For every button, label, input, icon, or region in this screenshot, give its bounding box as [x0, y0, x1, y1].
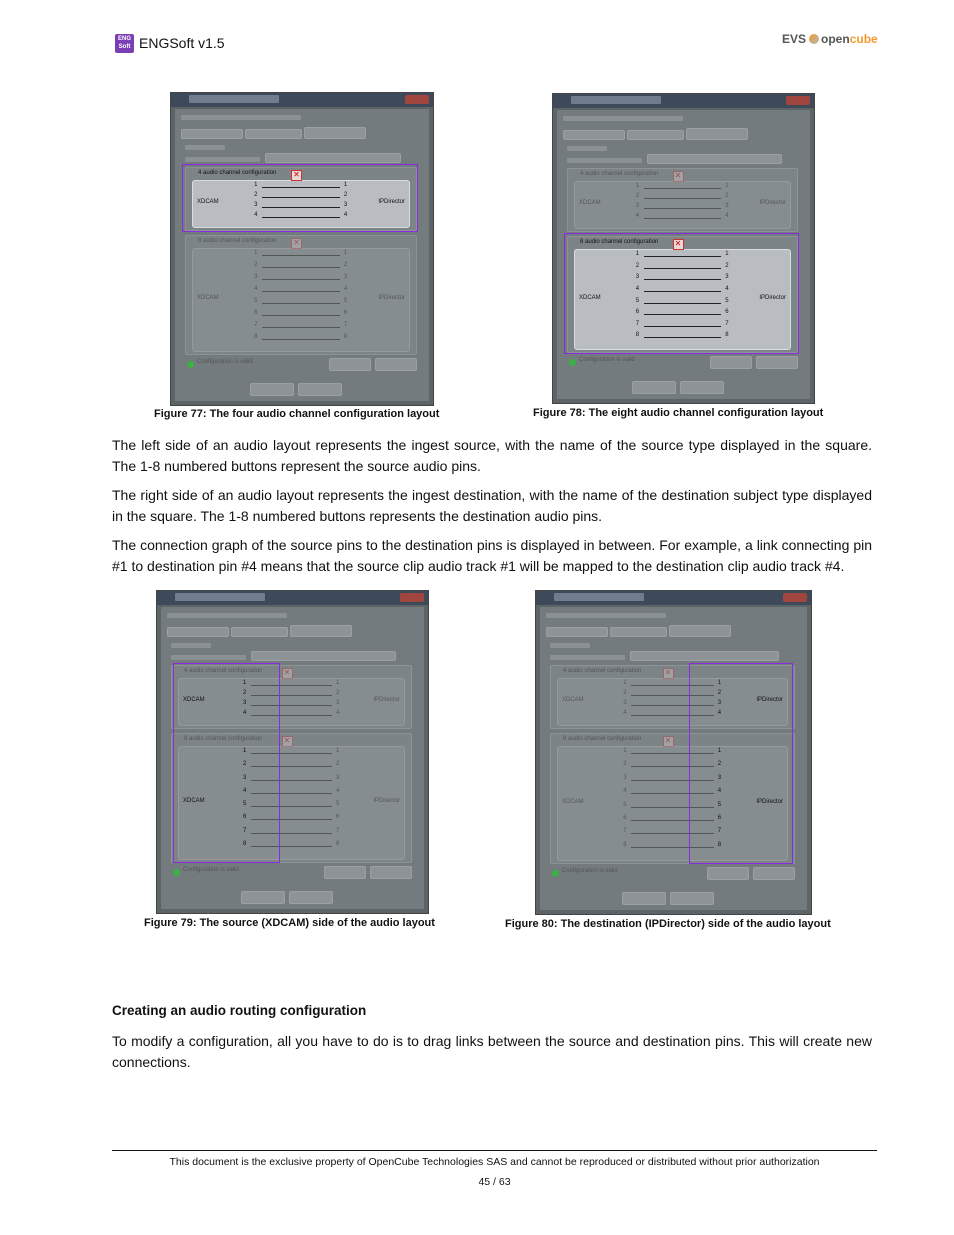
info-text — [546, 613, 666, 618]
delete-configuration-icon[interactable]: ✕ — [663, 668, 674, 679]
dialog-title — [175, 593, 265, 601]
destination-pin[interactable]: 7 — [336, 827, 340, 834]
source-pin[interactable]: 7 — [243, 827, 247, 834]
close-icon[interactable] — [400, 593, 424, 602]
source-label: XDCAM — [183, 697, 205, 703]
config-4ch-graph — [574, 181, 791, 229]
section-label — [550, 643, 590, 648]
cancel-button[interactable] — [680, 381, 724, 394]
section-heading: Creating an audio routing configuration — [112, 1003, 367, 1018]
source-pin[interactable]: 6 — [635, 309, 640, 316]
destination-pin[interactable]: 6 — [343, 310, 348, 316]
config-4ch-label: 4 audio channel configuration — [563, 668, 642, 674]
source-pin[interactable]: 4 — [623, 710, 627, 716]
destination-pin[interactable]: 1 — [717, 748, 722, 754]
close-icon[interactable] — [786, 96, 810, 105]
destination-pin[interactable]: 4 — [336, 710, 340, 716]
source-pin[interactable]: 6 — [254, 310, 258, 316]
destination-label: IPDirector — [373, 798, 400, 804]
figure-79-caption: Figure 79: The source (XDCAM) side of the audio layout — [144, 917, 435, 929]
save-as-button[interactable] — [370, 866, 412, 879]
section-label — [185, 145, 225, 150]
source-pin[interactable]: 6 — [623, 814, 627, 821]
dialog-body — [557, 110, 810, 399]
ok-button[interactable] — [632, 381, 676, 394]
config-4ch-label: 4 audio channel configuration — [198, 170, 277, 176]
destination-label: IPDirector — [756, 697, 783, 703]
dialog-body — [175, 109, 429, 401]
source-pin[interactable]: 8 — [623, 841, 627, 848]
destination-pin[interactable]: 2 — [717, 690, 722, 696]
connection-link[interactable] — [262, 327, 340, 328]
delete-configuration-icon[interactable]: ✕ — [673, 239, 684, 250]
routing-label — [171, 655, 246, 660]
routing-select[interactable] — [265, 153, 401, 163]
dialog-titlebar — [536, 591, 811, 605]
destination-label: IPDirector — [756, 798, 783, 805]
valid-icon — [552, 870, 559, 877]
dialog-titlebar — [171, 93, 433, 107]
destination-pin[interactable]: 4 — [725, 285, 729, 292]
footer-notice: This document is the exclusive property of OpenCube Technologies SAS and cannot be reproduced or distributed without prior authorization — [169, 1156, 820, 1168]
source-pin[interactable]: 6 — [243, 814, 247, 821]
config-4ch-label: 4 audio channel configuration — [184, 668, 263, 674]
connection-link[interactable] — [262, 291, 340, 292]
config-4ch-label: 4 audio channel configuration — [580, 171, 659, 177]
destination-pin[interactable]: 1 — [336, 680, 340, 686]
destination-pin[interactable]: 7 — [717, 828, 722, 835]
destination-pin[interactable]: 4 — [725, 213, 729, 219]
destination-pin[interactable]: 7 — [343, 322, 348, 328]
ok-button[interactable] — [241, 891, 285, 904]
source-pin[interactable]: 7 — [254, 322, 258, 328]
tab-audio-configuration[interactable] — [304, 127, 366, 139]
cancel-button[interactable] — [670, 892, 714, 905]
destination-pin[interactable]: 3 — [725, 203, 729, 209]
source-pin[interactable]: 3 — [243, 700, 247, 706]
dialog-body — [161, 607, 424, 909]
source-pin[interactable]: 1 — [254, 182, 258, 188]
destination-pin[interactable]: 6 — [725, 309, 729, 316]
source-pin[interactable]: 8 — [635, 332, 640, 339]
load-button[interactable] — [324, 866, 366, 879]
load-button[interactable] — [707, 867, 749, 880]
destination-pin[interactable]: 3 — [343, 202, 348, 208]
paragraph-source-side: The left side of an audio layout represents the ingest source, with the name of the source type displayed in the square. The 1-8 numbered buttons represent the source audio pins. — [112, 437, 872, 474]
tab-audio-configuration[interactable] — [669, 625, 731, 637]
destination-pin[interactable]: 1 — [336, 748, 340, 754]
destination-pin[interactable]: 2 — [725, 262, 729, 269]
delete-configuration-icon[interactable]: ✕ — [673, 171, 684, 182]
tab-destination-options[interactable] — [167, 627, 229, 637]
connection-link[interactable] — [644, 198, 721, 199]
evs-opencube-logo: EVS opencube — [782, 32, 878, 46]
source-pin[interactable]: 5 — [623, 801, 627, 808]
routing-label — [567, 158, 642, 163]
connection-link[interactable] — [262, 279, 340, 280]
source-pin[interactable]: 5 — [243, 801, 247, 807]
valid-status: Configuration is valid — [579, 357, 635, 363]
source-label: XDCAM — [579, 200, 601, 206]
tab-metadata-options[interactable] — [627, 130, 684, 140]
source-pin[interactable]: 2 — [243, 690, 247, 696]
config-8ch-panel — [185, 235, 417, 355]
destination-pin[interactable]: 5 — [725, 297, 729, 304]
figure-78-caption: Figure 78: The eight audio channel configuration layout — [533, 407, 824, 419]
source-pin[interactable]: 1 — [635, 183, 640, 189]
source-pin[interactable]: 2 — [623, 761, 627, 768]
valid-status: Configuration is valid — [183, 867, 239, 873]
destination-pin[interactable]: 3 — [717, 774, 722, 781]
source-pin[interactable]: 5 — [635, 297, 640, 304]
connection-link[interactable] — [262, 339, 340, 340]
source-pin[interactable]: 2 — [623, 690, 627, 696]
config-8ch-graph — [192, 248, 410, 352]
destination-pin[interactable]: 8 — [725, 332, 729, 339]
destination-pin[interactable]: 4 — [343, 212, 348, 218]
source-pin[interactable]: 1 — [623, 680, 627, 686]
source-label: XDCAM — [562, 798, 584, 805]
paragraph-destination-side: The right side of an audio layout represents the ingest destination, with the name of the destination subject type displayed in the square. The 1-8 numbered buttons represents the destination audio pins. — [112, 487, 872, 524]
save-as-button[interactable] — [753, 867, 795, 880]
source-pin[interactable]: 4 — [243, 710, 247, 716]
destination-pin[interactable]: 2 — [343, 192, 348, 198]
connection-link[interactable] — [644, 218, 721, 219]
connection-link[interactable] — [262, 255, 340, 256]
connection-link[interactable] — [644, 188, 721, 189]
ok-button[interactable] — [622, 892, 666, 905]
destination-pin[interactable]: 6 — [717, 814, 722, 821]
figure-78-screenshot — [552, 93, 815, 404]
source-label: XDCAM — [197, 199, 219, 205]
opencube-icon — [809, 34, 819, 44]
section-label — [171, 643, 211, 648]
destination-pin[interactable]: 8 — [717, 841, 722, 848]
config-8ch-label: 8 audio channel configuration — [580, 239, 659, 245]
valid-status: Configuration is valid — [197, 359, 253, 365]
highlight-box — [564, 233, 799, 354]
dialog-title — [571, 96, 661, 104]
valid-status: Configuration is valid — [562, 868, 618, 874]
figure-80-screenshot — [535, 590, 812, 915]
tab-metadata-options[interactable] — [610, 627, 667, 637]
destination-pin[interactable]: 1 — [725, 183, 729, 189]
dialog-titlebar — [157, 591, 428, 605]
source-pin[interactable]: 3 — [635, 274, 640, 281]
source-pin[interactable]: 5 — [254, 298, 258, 304]
destination-pin[interactable]: 1 — [343, 250, 348, 256]
source-pin[interactable]: 2 — [254, 192, 258, 198]
source-pin[interactable]: 7 — [635, 320, 640, 327]
destination-pin[interactable]: 8 — [336, 840, 340, 847]
source-pin[interactable]: 4 — [254, 286, 258, 292]
destination-pin[interactable]: 2 — [725, 193, 729, 199]
destination-pin[interactable]: 2 — [336, 761, 340, 768]
figure-79-screenshot — [156, 590, 429, 914]
destination-pin[interactable]: 3 — [336, 774, 340, 781]
destination-pin[interactable]: 3 — [343, 274, 348, 280]
destination-pin[interactable]: 2 — [343, 262, 348, 268]
source-pin[interactable]: 4 — [635, 213, 640, 219]
delete-configuration-icon[interactable]: ✕ — [291, 170, 302, 181]
source-pin[interactable]: 1 — [623, 748, 627, 754]
destination-pin[interactable]: 6 — [336, 814, 340, 821]
source-pin[interactable]: 1 — [635, 251, 640, 257]
highlight-box — [182, 164, 418, 232]
source-pin[interactable]: 3 — [254, 202, 258, 208]
destination-pin[interactable]: 1 — [717, 680, 722, 686]
cancel-button[interactable] — [298, 383, 342, 396]
source-pin[interactable]: 4 — [635, 285, 640, 292]
destination-pin[interactable]: 4 — [336, 787, 340, 794]
destination-pin[interactable]: 1 — [725, 251, 729, 257]
source-pin[interactable]: 3 — [623, 774, 627, 781]
delete-configuration-icon[interactable]: ✕ — [282, 668, 293, 679]
source-pin[interactable]: 3 — [243, 774, 247, 781]
source-pin[interactable]: 3 — [623, 700, 627, 706]
connection-link[interactable] — [262, 315, 340, 316]
valid-icon — [173, 869, 180, 876]
config-8ch-label: 8 audio channel configuration — [184, 736, 263, 742]
save-as-button[interactable] — [756, 356, 798, 369]
figure-80-caption: Figure 80: The destination (IPDirector) side of the audio layout — [505, 918, 831, 930]
routing-select[interactable] — [251, 651, 396, 661]
destination-pin[interactable]: 4 — [717, 710, 722, 716]
close-icon[interactable] — [405, 95, 429, 104]
delete-configuration-icon[interactable]: ✕ — [282, 736, 293, 747]
highlight-box — [689, 663, 793, 864]
destination-pin[interactable]: 5 — [343, 298, 348, 304]
section-body: To modify a configuration, all you have to do is to drag links between the source and destination pins. This will create new connections. — [112, 1033, 872, 1070]
page-number: 45 / 63 — [478, 1176, 511, 1188]
close-icon[interactable] — [783, 593, 807, 602]
destination-pin[interactable]: 8 — [343, 334, 348, 340]
valid-icon — [569, 359, 576, 366]
destination-label: IPDirector — [759, 200, 786, 206]
config-8ch-label: 8 audio channel configuration — [198, 238, 277, 244]
source-pin[interactable]: 3 — [254, 274, 258, 280]
load-button[interactable] — [329, 358, 371, 371]
destination-pin[interactable]: 7 — [725, 320, 729, 327]
destination-pin[interactable]: 4 — [343, 286, 348, 292]
document-title: ENGSoft v1.5 — [139, 35, 225, 51]
engsoft-logo — [115, 34, 134, 53]
load-button[interactable] — [710, 356, 752, 369]
source-pin[interactable]: 2 — [243, 761, 247, 768]
source-pin[interactable]: 7 — [623, 828, 627, 835]
destination-pin[interactable]: 3 — [336, 700, 340, 706]
routing-select[interactable] — [630, 651, 779, 661]
destination-pin[interactable]: 3 — [717, 700, 722, 706]
source-pin[interactable]: 2 — [635, 193, 640, 199]
logo-text-bottom: Soft — [118, 44, 131, 50]
source-pin[interactable]: 4 — [254, 212, 258, 218]
source-pin[interactable]: 2 — [254, 262, 258, 268]
destination-label: IPDirector — [759, 294, 786, 301]
source-pin[interactable]: 1 — [254, 250, 258, 256]
source-pin[interactable]: 8 — [254, 334, 258, 340]
routing-label — [550, 655, 625, 660]
config-4ch-panel — [567, 168, 798, 232]
cancel-button[interactable] — [289, 891, 333, 904]
config-8ch-label: 8 audio channel configuration — [563, 736, 642, 742]
tab-metadata-options[interactable] — [245, 129, 302, 139]
destination-pin[interactable]: 3 — [725, 274, 729, 281]
destination-pin[interactable]: 4 — [717, 788, 722, 795]
tab-audio-configuration[interactable] — [686, 128, 748, 140]
dialog-body — [540, 607, 807, 910]
delete-configuration-icon[interactable]: ✕ — [291, 238, 302, 249]
destination-pin[interactable]: 1 — [343, 182, 348, 188]
routing-label — [185, 157, 260, 162]
source-pin[interactable]: 3 — [635, 203, 640, 209]
info-text — [181, 115, 301, 120]
source-label: XDCAM — [197, 295, 219, 301]
source-label: XDCAM — [183, 798, 205, 804]
delete-configuration-icon[interactable]: ✕ — [663, 736, 674, 747]
figure-77-caption: Figure 77: The four audio channel configuration layout — [154, 408, 440, 420]
dialog-title — [554, 593, 644, 601]
tab-destination-options[interactable] — [546, 627, 608, 637]
figure-77-screenshot — [170, 92, 434, 406]
info-text — [167, 613, 287, 618]
source-pin[interactable]: 4 — [623, 788, 627, 795]
info-text — [563, 116, 683, 121]
destination-pin[interactable]: 2 — [717, 761, 722, 768]
tab-audio-configuration[interactable] — [290, 625, 352, 637]
ok-button[interactable] — [250, 383, 294, 396]
source-pin[interactable]: 1 — [243, 748, 247, 754]
evs-logo-text: EVS — [782, 32, 807, 46]
connection-link[interactable] — [262, 267, 340, 268]
connection-link[interactable] — [644, 208, 721, 209]
connection-link[interactable] — [262, 303, 340, 304]
source-label: XDCAM — [562, 697, 584, 703]
tab-destination-options[interactable] — [563, 130, 625, 140]
destination-label: IPDirector — [373, 697, 400, 703]
destination-label: IPDirector — [378, 295, 405, 301]
dialog-title — [189, 95, 279, 103]
save-as-button[interactable] — [375, 358, 417, 371]
tab-destination-options[interactable] — [181, 129, 243, 139]
tab-metadata-options[interactable] — [231, 627, 288, 637]
source-pin[interactable]: 4 — [243, 787, 247, 794]
destination-label: IPDirector — [378, 199, 405, 205]
section-label — [567, 146, 607, 151]
logo-text-top: ENG — [117, 36, 131, 42]
destination-pin[interactable]: 5 — [717, 801, 722, 808]
valid-icon — [187, 361, 194, 368]
source-pin[interactable]: 8 — [243, 840, 247, 847]
paragraph-connection-graph: The connection graph of the source pins to the destination pins is displayed in between. For example, a link connecting pin #1 to destination pin #4 means that the source clip audio track #1 will be mapped to the destination clip audio track #4. — [112, 537, 872, 574]
highlight-box — [173, 663, 280, 863]
destination-pin[interactable]: 2 — [336, 690, 340, 696]
footer-divider — [112, 1150, 877, 1151]
dialog-titlebar — [553, 94, 814, 108]
source-label: XDCAM — [579, 294, 601, 301]
routing-select[interactable] — [647, 154, 782, 164]
source-pin[interactable]: 1 — [243, 680, 247, 686]
destination-pin[interactable]: 5 — [336, 801, 340, 807]
source-pin[interactable]: 2 — [635, 262, 640, 269]
